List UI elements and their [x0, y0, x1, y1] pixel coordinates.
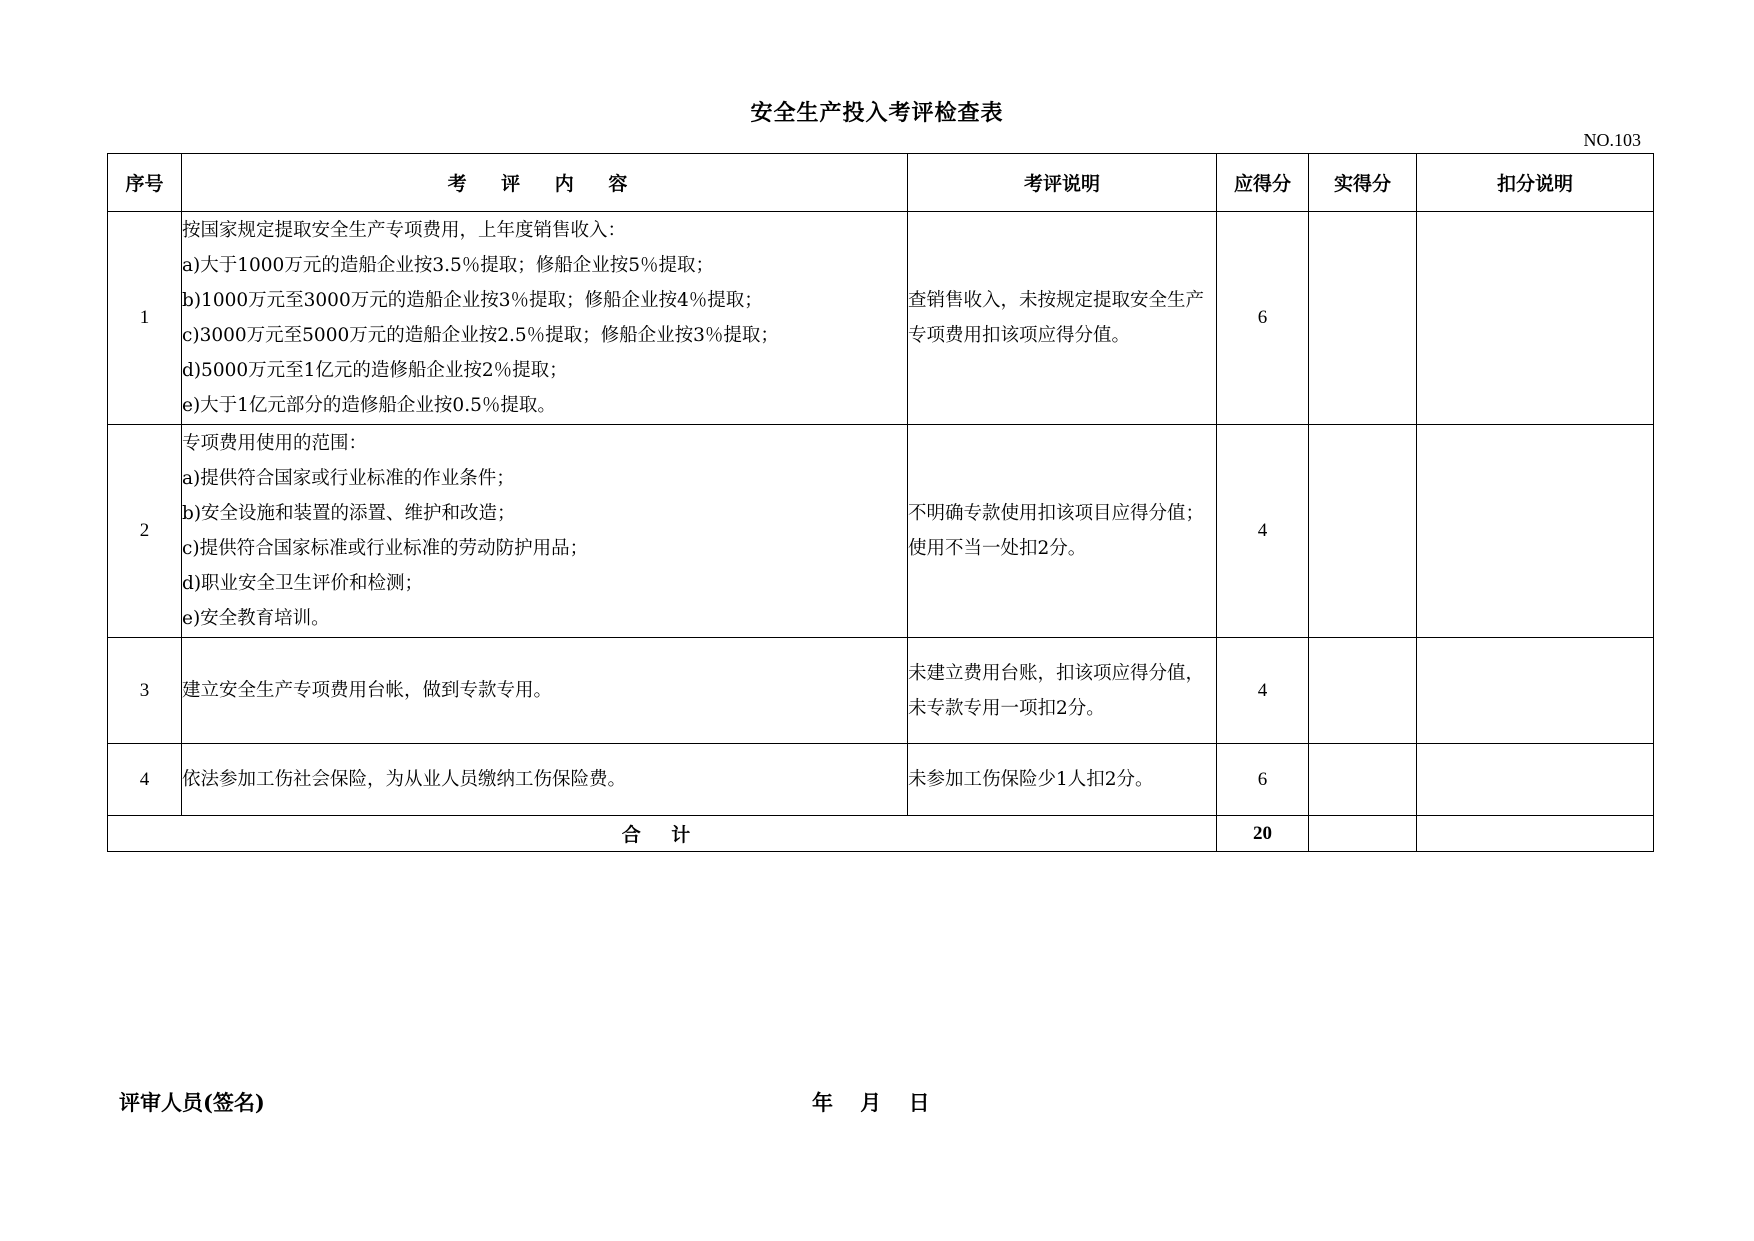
header-content: 考 评 内 容: [182, 154, 908, 212]
content-line: b)1000万元至3000万元的造船企业按3％提取；修船企业按4％提取；: [182, 290, 763, 311]
header-deduction-note: 扣分说明: [1417, 154, 1654, 212]
content-line: c)提供符合国家标准或行业标准的劳动防护用品；: [182, 538, 589, 559]
row-score-due: 4: [1217, 638, 1309, 744]
content-line: e)大于1亿元部分的造修船企业按0.5％提取。: [182, 395, 556, 416]
content-line: a)大于1000万元的造船企业按3.5％提取；修船企业按5％提取；: [182, 255, 715, 276]
row-deduction-note[interactable]: [1417, 744, 1654, 816]
row-score-due: 6: [1217, 744, 1309, 816]
content-line: c)3000万元至5000万元的造船企业按2.5％提取；修船企业按3％提取；: [182, 325, 779, 346]
header-score-due: 应得分: [1217, 154, 1309, 212]
table-header-row: [108, 154, 1654, 212]
total-label: 合 计: [108, 816, 1217, 852]
header-score-actual: 实得分: [1309, 154, 1417, 212]
total-row: [108, 816, 1654, 852]
row-content: [182, 425, 908, 638]
row-score-actual[interactable]: [1309, 425, 1417, 638]
row-score-due: 4: [1217, 425, 1309, 638]
total-score-due: 20: [1217, 816, 1309, 852]
content-line: b)安全设施和装置的添置、维护和改造；: [182, 503, 516, 524]
content-line: 按国家规定提取安全生产专项费用，上年度销售收入：: [182, 220, 627, 241]
evaluation-table: [107, 153, 1654, 852]
header-seq: 序号: [108, 154, 182, 212]
table-row: [108, 744, 1654, 816]
row-score-actual[interactable]: [1309, 744, 1417, 816]
row-content: [182, 638, 908, 744]
row-score-actual[interactable]: [1309, 638, 1417, 744]
content-line: e)安全教育培训。: [182, 608, 330, 629]
date-label: 年 月 日: [812, 1090, 930, 1115]
content-line: 专项费用使用的范围：: [182, 433, 368, 454]
row-explanation: 未建立费用台账，扣该项应得分值，未专款专用一项扣2分。: [908, 638, 1217, 744]
content-line: 依法参加工伤社会保险，为从业人员缴纳工伤保险费。: [182, 769, 627, 790]
row-content: [182, 744, 908, 816]
row-seq: 1: [108, 212, 182, 425]
row-score-due: 6: [1217, 212, 1309, 425]
row-deduction-note[interactable]: [1417, 638, 1654, 744]
row-content: [182, 212, 908, 425]
header-explanation: 考评说明: [908, 154, 1217, 212]
reviewer-signature-label: 评审人员(签名): [119, 1090, 265, 1115]
content-line: d)职业安全卫生评价和检测；: [182, 573, 424, 594]
row-explanation: 不明确专款使用扣该项目应得分值；使用不当一处扣2分。: [908, 425, 1217, 638]
total-score-actual[interactable]: [1309, 816, 1417, 852]
total-deduction-note[interactable]: [1417, 816, 1654, 852]
document-title: 安全生产投入考评检查表: [750, 100, 1004, 126]
row-seq: 2: [108, 425, 182, 638]
table-row: [108, 638, 1654, 744]
row-explanation: 查销售收入，未按规定提取安全生产专项费用扣该项应得分值。: [908, 212, 1217, 425]
content-line: a)提供符合国家或行业标准的作业条件；: [182, 468, 515, 489]
row-deduction-note[interactable]: [1417, 425, 1654, 638]
table-row: [108, 425, 1654, 638]
row-seq: 4: [108, 744, 182, 816]
row-score-actual[interactable]: [1309, 212, 1417, 425]
table-row: [108, 212, 1654, 425]
content-line: d)5000万元至1亿元的造修船企业按2％提取；: [182, 360, 568, 381]
row-deduction-note[interactable]: [1417, 212, 1654, 425]
row-seq: 3: [108, 638, 182, 744]
row-explanation: 未参加工伤保险少1人扣2分。: [908, 744, 1217, 816]
document-number: NO.103: [1583, 130, 1641, 150]
content-line: 建立安全生产专项费用台帐，做到专款专用。: [182, 680, 553, 701]
